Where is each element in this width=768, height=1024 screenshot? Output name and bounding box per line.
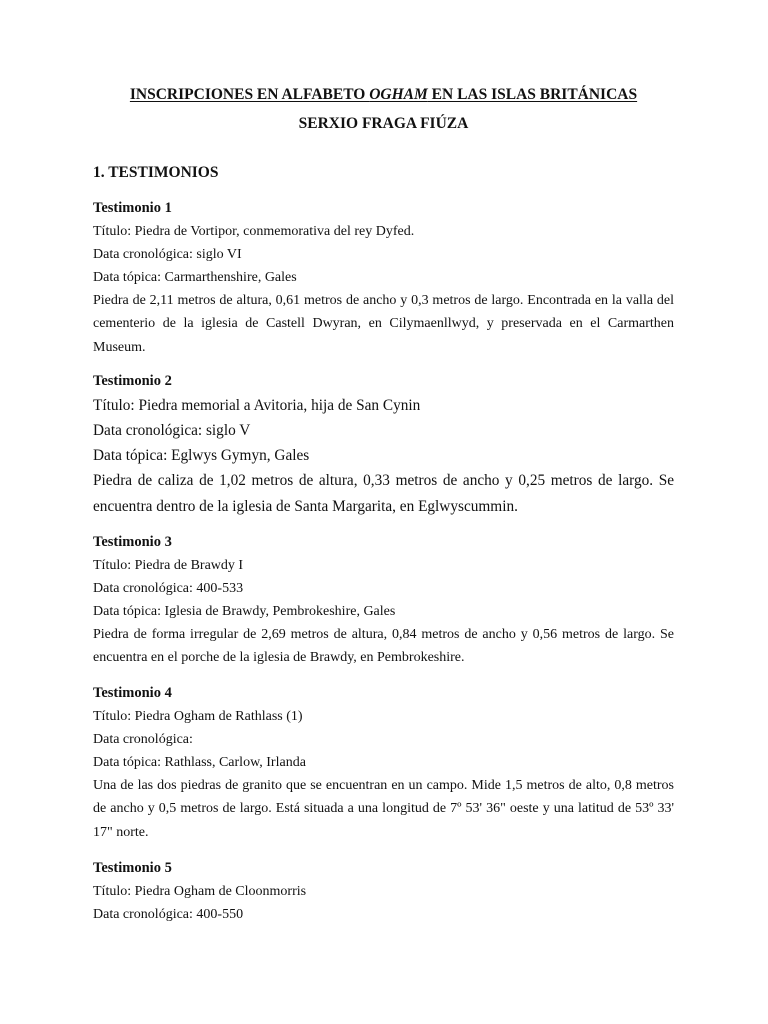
testimonio-data-cronologica: Data cronológica: 400-533 xyxy=(93,581,244,596)
testimonio-5 xyxy=(93,857,674,926)
testimonio-2 xyxy=(93,370,674,520)
testimonio-3 xyxy=(93,531,674,670)
testimonio-titulo: Título: Piedra Ogham de Cloonmorris xyxy=(93,884,307,899)
testimonio-data-cronologica: Data cronológica: xyxy=(93,732,193,747)
testimonio-heading: Testimonio 1 xyxy=(93,200,172,216)
testimonio-heading: Testimonio 3 xyxy=(93,534,172,550)
testimonio-titulo: Título: Piedra memorial a Avitoria, hija de San Cynin xyxy=(93,397,421,414)
testimonio-heading: Testimonio 5 xyxy=(93,860,172,876)
document-author: SERXIO FRAGA FIÚZA xyxy=(298,115,469,132)
testimonio-data-cronologica: Data cronológica: siglo VI xyxy=(93,247,242,262)
testimonio-descripcion: Una de las dos piedras de granito que se encuentran en un campo. Mide 1,5 metros de alto, 0,8 metros de ancho y 0,5 metros de largo. Está situada a una longitud de 7º 53' 36" oeste y una latitud de 53º 33' 17" norte. xyxy=(93,778,674,840)
testimonio-descripcion: Piedra de forma irregular de 2,69 metros de altura, 0,84 metros de ancho y 0,56 metros de largo. Se encuentra en el porche de la iglesia de Brawdy, en Pembrokeshire. xyxy=(93,627,674,666)
testimonio-titulo: Título: Piedra de Vortipor, conmemorativa del rey Dyfed. xyxy=(93,224,415,239)
testimonio-descripcion: Piedra de 2,11 metros de altura, 0,61 metros de ancho y 0,3 metros de largo. Encontrada en la valla del cementerio de la iglesia de Castell Dwyran, en Cilymaenllwyd, y preservada en el Carmarthen Museum. xyxy=(93,293,674,355)
testimonio-data-topica: Data tópica: Iglesia de Brawdy, Pembrokeshire, Gales xyxy=(93,604,396,619)
testimonio-heading: Testimonio 2 xyxy=(93,373,172,389)
testimonio-data-topica: Data tópica: Carmarthenshire, Gales xyxy=(93,270,297,285)
testimonio-heading: Testimonio 4 xyxy=(93,685,172,701)
testimonio-titulo: Título: Piedra de Brawdy I xyxy=(93,558,244,573)
document-title xyxy=(93,86,674,104)
testimonio-titulo: Título: Piedra Ogham de Rathlass (1) xyxy=(93,709,303,724)
testimonio-descripcion: Piedra de caliza de 1,02 metros de altura, 0,33 metros de ancho y 0,25 metros de largo. Se encuentra dentro de la iglesia de Santa Margarita, en Eglwyscummin. xyxy=(93,472,674,515)
title-text-italic: OGHAM xyxy=(369,86,428,103)
testimonio-4 xyxy=(93,682,674,844)
testimonio-1 xyxy=(93,197,674,359)
testimonio-data-topica: Data tópica: Eglwys Gymyn, Gales xyxy=(93,447,310,464)
testimonio-data-cronologica: Data cronológica: 400-550 xyxy=(93,907,244,922)
title-text-pre: INSCRIPCIONES EN ALFABETO xyxy=(129,86,370,103)
testimonio-data-topica: Data tópica: Rathlass, Carlow, Irlanda xyxy=(93,755,306,770)
testimonio-data-cronologica: Data cronológica: siglo V xyxy=(93,422,251,439)
title-text-post: EN LAS ISLAS BRITÁNICAS xyxy=(427,86,638,103)
section-heading: 1. TESTIMONIOS xyxy=(93,164,219,181)
